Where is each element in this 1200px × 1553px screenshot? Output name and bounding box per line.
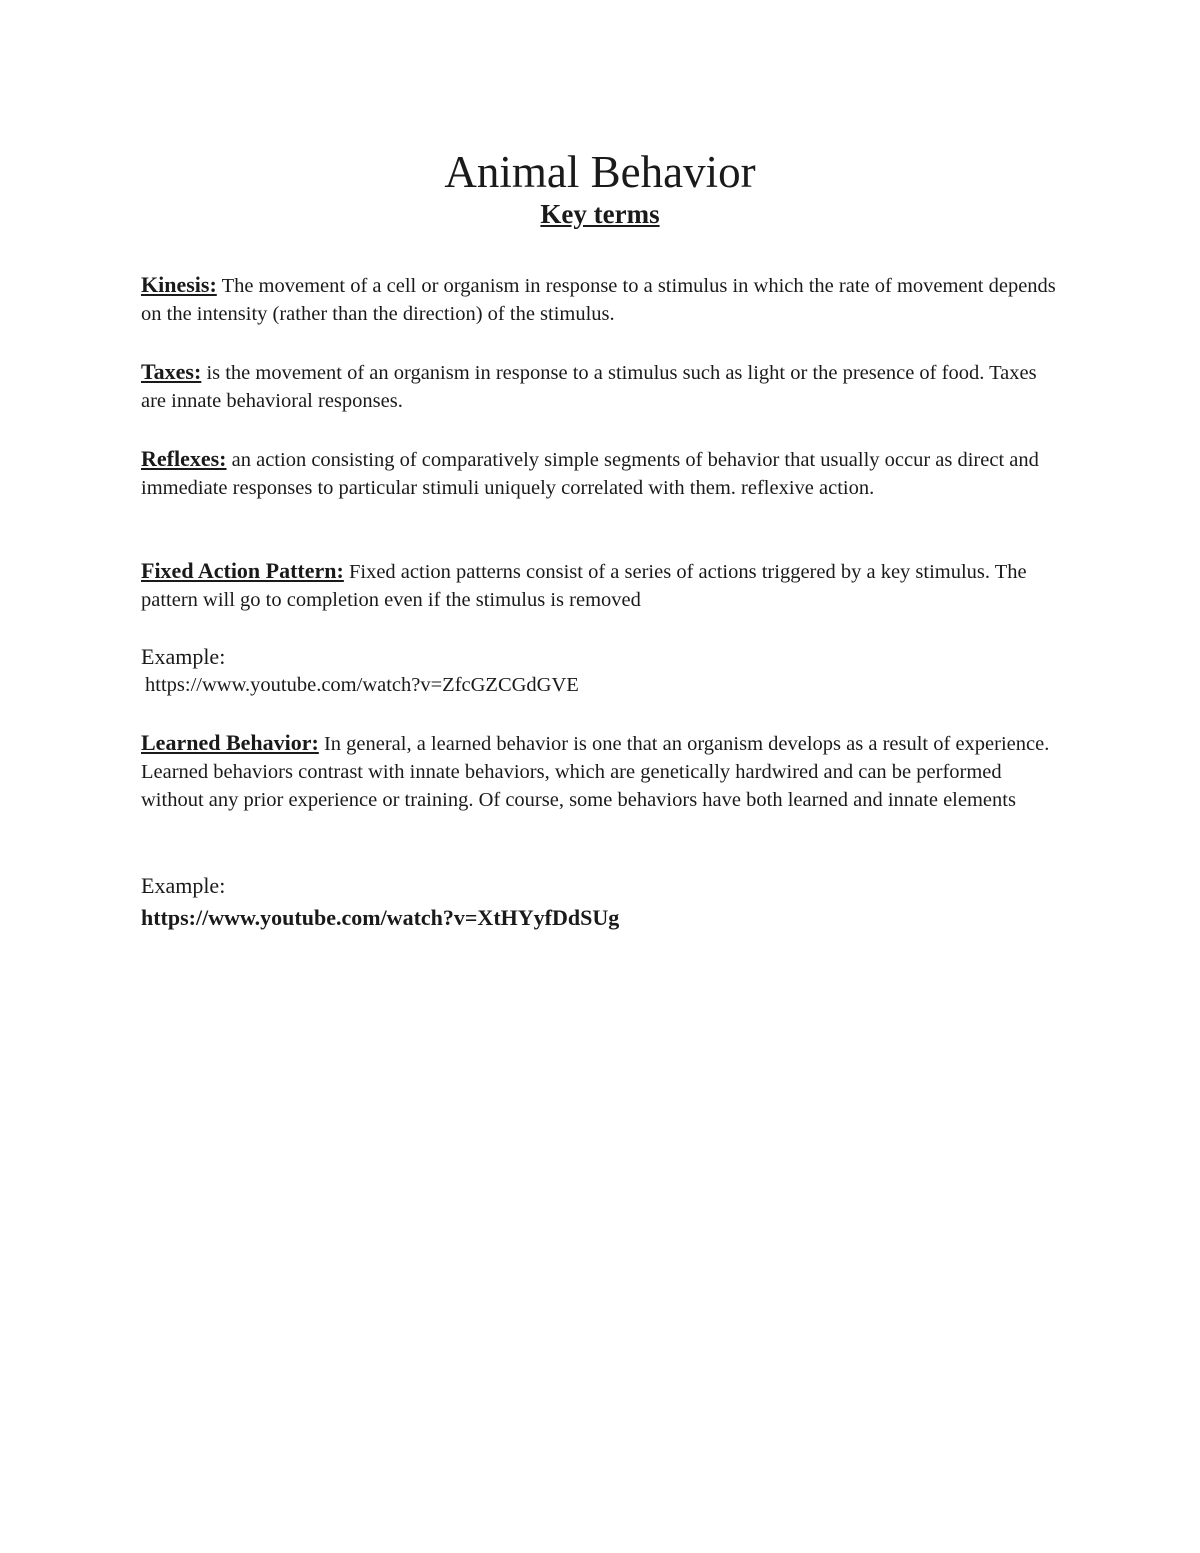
example-link[interactable]: https://www.youtube.com/watch?v=XtHYyfDdSUg [141, 905, 620, 930]
term-label: Kinesis: [141, 272, 217, 297]
term-definition: Fixed action patterns consist of a series of actions triggered by a key stimulus. The pattern will go to completion even if the stimulus is removed [141, 561, 1027, 611]
entry-fixed-action-pattern [141, 557, 1061, 614]
entry-taxes [141, 358, 1061, 415]
document-subtitle: Key terms [540, 199, 660, 229]
document-title: Animal Behavior [444, 147, 756, 197]
example-label: Example: [141, 644, 226, 669]
term-definition: is the movement of an organism in response to a stimulus such as light or the presence of food. Taxes are innate behavioral responses. [141, 362, 1037, 412]
term-definition: In general, a learned behavior is one that an organism develops as a result of experience. Learned behaviors contrast with innate behaviors, which are genetically hardwired and can be performed without any prior experience or training. Of course, some behaviors have both learned and innate elements [141, 733, 1050, 811]
entry-learned-behavior [141, 729, 1061, 814]
term-definition: an action consisting of comparatively simple segments of behavior that usually occur as direct and immediate responses to particular stimuli uniquely correlated with them. reflexive action. [141, 449, 1039, 499]
example-link[interactable]: https://www.youtube.com/watch?v=ZfcGZCGdGVE [145, 674, 579, 696]
term-label: Fixed Action Pattern: [141, 558, 344, 583]
example-label: Example: [141, 873, 226, 898]
entry-kinesis [141, 271, 1061, 328]
term-label: Learned Behavior: [141, 730, 319, 755]
term-definition: The movement of a cell or organism in response to a stimulus in which the rate of movement depends on the intensity (rather than the direction) of the stimulus. [141, 275, 1056, 325]
term-label: Taxes: [141, 359, 202, 384]
term-label: Reflexes: [141, 446, 227, 471]
entry-reflexes [141, 445, 1061, 502]
